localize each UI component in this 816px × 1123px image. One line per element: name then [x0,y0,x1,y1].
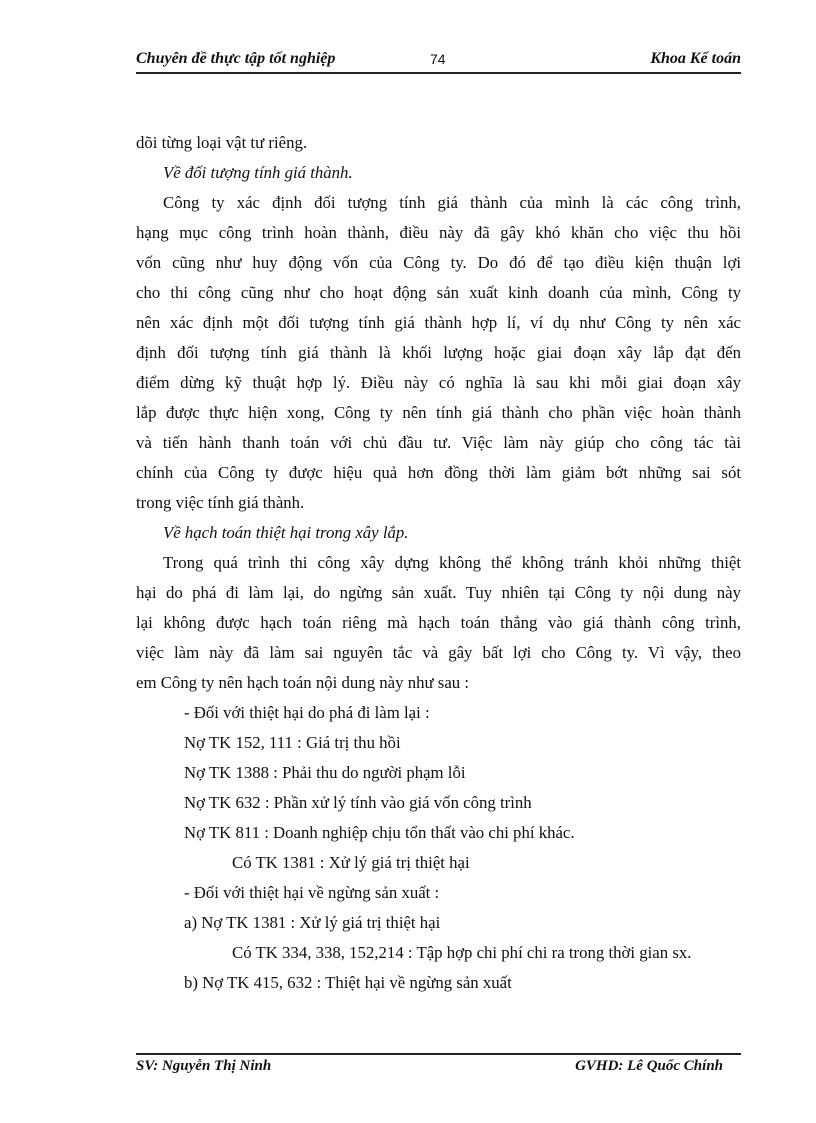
header-department: Khoa Kế toán [650,50,741,67]
entry-line: Nợ TK 811 : Doanh nghiệp chịu tổn thất vào chi phí khác. [184,823,575,842]
text-line: Trong quá trình thi công xây dựng không thể không tránh khỏi những thiệt [163,553,741,572]
text-line: lại không được hạch toán riêng mà hạch toán thẳng vào giá thành công trình, [136,613,741,632]
text-line: chính của Công ty được hiệu quả hơn đồng thời làm giảm bớt những sai sót [136,463,741,482]
section-heading: Về hạch toán thiệt hại trong xây lắp. [163,523,409,542]
text-line: em Công ty nên hạch toán nội dung này như sau : [136,673,470,692]
text-line: định đối tượng tính giá thành là khối lượng hoặc giai đoạn xây lắp đạt đến [136,343,741,362]
text-line: điểm dừng kỹ thuật hợp lý. Điều này có nghĩa là sau khi mỗi giai đoạn xây [136,373,741,392]
body-text [136,128,741,998]
entry-line: Có TK 1381 : Xử lý giá trị thiệt hại [232,853,470,872]
text-line: lắp được thực hiện xong, Công ty nên tính giá thành cho phần việc hoàn thành [136,403,741,422]
entry-line: Có TK 334, 338, 152,214 : Tập hợp chi phí chi ra trong thời gian sx. [232,943,692,962]
text-line: dõi từng loại vật tư riêng. [136,133,308,152]
footer-student: SV: Nguyễn Thị Ninh [136,1058,272,1074]
list-item: - Đối với thiệt hại về ngừng sản xuất : [184,883,440,902]
text-line: việc làm này đã làm sai nguyên tắc và gây bất lợi cho Công ty. Vì vậy, theo [136,643,741,662]
text-line: Công ty xác định đối tượng tính giá thành của mình là các công trình, [163,193,741,212]
footer-advisor: GVHD: Lê Quốc Chính [575,1058,723,1074]
entry-line: a) Nợ TK 1381 : Xử lý giá trị thiệt hại [184,913,441,932]
text-line: cho thi công cũng như cho hoạt động sản xuất kinh doanh của mình, Công ty [136,283,741,302]
page-footer [136,1053,741,1079]
text-line: và tiến hành thanh toán với chủ đầu tư. Việc làm này giúp cho công tác tài [136,433,741,452]
page-number: 74 [430,51,446,67]
entry-line: Nợ TK 632 : Phần xử lý tính vào giá vốn công trình [184,793,532,812]
entry-line: b) Nợ TK 415, 632 : Thiệt hại về ngừng sản xuất [184,973,512,992]
entry-line: Nợ TK 1388 : Phải thu do người phạm lỗi [184,763,466,782]
list-item: - Đối với thiệt hại do phá đi làm lại : [184,703,430,722]
section-heading: Về đối tượng tính giá thành. [163,163,353,182]
text-line: hại do phá đi làm lại, do ngừng sản xuất. Tuy nhiên tại Công ty nội dung này [136,583,741,602]
text-line: trong việc tính giá thành. [136,493,305,512]
page-header [136,48,741,74]
text-line: hạng mục công trình hoàn thành, điều này đã gây khó khăn cho việc thu hồi [136,223,741,242]
entry-line: Nợ TK 152, 111 : Giá trị thu hồi [184,733,401,752]
text-line: vốn cũng như huy động vốn của Công ty. Do đó để tạo điều kiện thuận lợi [136,253,741,272]
header-title: Chuyên đề thực tập tốt nghiệp [136,50,336,67]
text-line: nên xác định một đối tượng tính giá thành hợp lí, ví dụ như Công ty nên xác [136,313,741,332]
